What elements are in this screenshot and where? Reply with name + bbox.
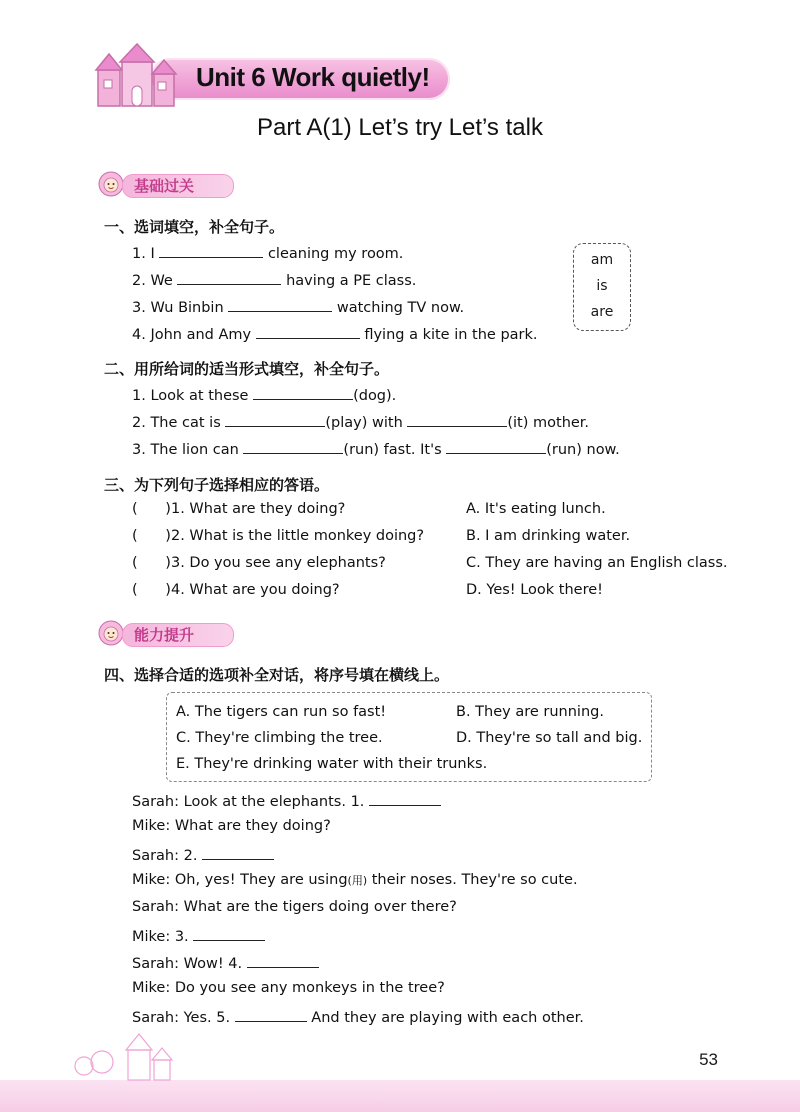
blank[interactable] xyxy=(225,412,325,427)
q4-option-b: B. They are running. xyxy=(456,704,604,720)
blank[interactable] xyxy=(228,297,332,312)
word-option: are xyxy=(590,304,614,320)
dialogue-line-7: Sarah: Wow! 4. xyxy=(132,953,319,972)
blank[interactable] xyxy=(177,270,281,285)
section-ability-label: 能力提升 xyxy=(134,626,195,644)
q2-item-3: 3. The lion can (run) fast. It's (run) now. xyxy=(132,439,620,458)
dialogue-line-8: Mike: Do you see any monkeys in the tree? xyxy=(132,980,445,996)
word-option: is xyxy=(596,278,608,294)
blank[interactable] xyxy=(243,439,343,454)
q2-instruction: 二、用所给词的适当形式填空，补全句子。 xyxy=(104,360,390,378)
gloss-note: (用) xyxy=(347,874,368,887)
q4-option-e: E. They're drinking water with their trunks. xyxy=(176,756,488,772)
footer-strip xyxy=(0,1080,800,1112)
word-box xyxy=(573,243,631,331)
q2-item-2: 2. The cat is (play) with (it) mother. xyxy=(132,412,589,431)
q3-instruction: 三、为下列句子选择相应的答语。 xyxy=(104,476,330,494)
blank[interactable] xyxy=(202,845,274,860)
dialogue-line-5: Sarah: What are the tigers doing over there? xyxy=(132,899,457,915)
q2-item-1: 1. Look at these (dog). xyxy=(132,385,396,404)
q4-option-c: C. They're climbing the tree. xyxy=(176,730,383,746)
q3-answer-c: C. They are having an English class. xyxy=(466,555,728,571)
blank[interactable] xyxy=(256,324,360,339)
q4-option-d: D. They're so tall and big. xyxy=(456,730,643,746)
answer-bracket[interactable]: ( ) xyxy=(132,501,171,517)
blank[interactable] xyxy=(247,953,319,968)
boy-mascot-icon xyxy=(98,620,124,646)
section-basic-label: 基础过关 xyxy=(134,177,195,195)
blank[interactable] xyxy=(159,243,263,258)
blank[interactable] xyxy=(407,412,507,427)
answer-bracket[interactable]: ( ) xyxy=(132,555,171,571)
blank[interactable] xyxy=(369,791,441,806)
girl-mascot-icon xyxy=(98,171,124,197)
answer-bracket[interactable]: ( ) xyxy=(132,582,171,598)
q4-instruction: 四、选择合适的选项补全对话，将序号填在横线上。 xyxy=(104,666,450,684)
dialogue-line-3: Sarah: 2. xyxy=(132,845,274,864)
dialogue-line-2: Mike: What are they doing? xyxy=(132,818,331,834)
q1-item-2: 2. We having a PE class. xyxy=(132,270,416,289)
blank[interactable] xyxy=(253,385,353,400)
blank[interactable] xyxy=(446,439,546,454)
blank[interactable] xyxy=(235,1007,307,1022)
q3-answer-a: A. It's eating lunch. xyxy=(466,501,606,517)
q1-item-1: 1. I cleaning my room. xyxy=(132,243,403,262)
castle-icon xyxy=(88,40,198,110)
part-title: Part A(1) Let’s try Let’s talk xyxy=(257,114,543,141)
q1-item-4: 4. John and Amy flying a kite in the park. xyxy=(132,324,538,343)
dialogue-line-1: Sarah: Look at the elephants. 1. xyxy=(132,791,441,810)
q3-answer-d: D. Yes! Look there! xyxy=(466,582,603,598)
unit-title: Unit 6 Work quietly! xyxy=(196,62,430,92)
castle-doodle-icon xyxy=(70,1028,190,1082)
q3-question-2: ( )2. What is the little monkey doing? xyxy=(132,528,425,544)
q4-option-a: A. The tigers can run so fast! xyxy=(176,704,387,720)
dialogue-line-9: Sarah: Yes. 5. And they are playing with each other. xyxy=(132,1007,584,1026)
q3-answer-b: B. I am drinking water. xyxy=(466,528,631,544)
q3-question-3: ( )3. Do you see any elephants? xyxy=(132,555,386,571)
q3-question-4: ( )4. What are you doing? xyxy=(132,582,340,598)
page-number: 53 xyxy=(699,1050,718,1069)
answer-bracket[interactable]: ( ) xyxy=(132,528,171,544)
dialogue-line-6: Mike: 3. xyxy=(132,926,265,945)
blank[interactable] xyxy=(193,926,265,941)
word-option: am xyxy=(590,252,614,268)
q1-item-3: 3. Wu Binbin watching TV now. xyxy=(132,297,464,316)
dialogue-line-4: Mike: Oh, yes! They are using(用) their noses. They're so cute. xyxy=(132,872,578,888)
q1-instruction: 一、选词填空，补全句子。 xyxy=(104,218,285,236)
q3-question-1: ( )1. What are they doing? xyxy=(132,501,346,517)
